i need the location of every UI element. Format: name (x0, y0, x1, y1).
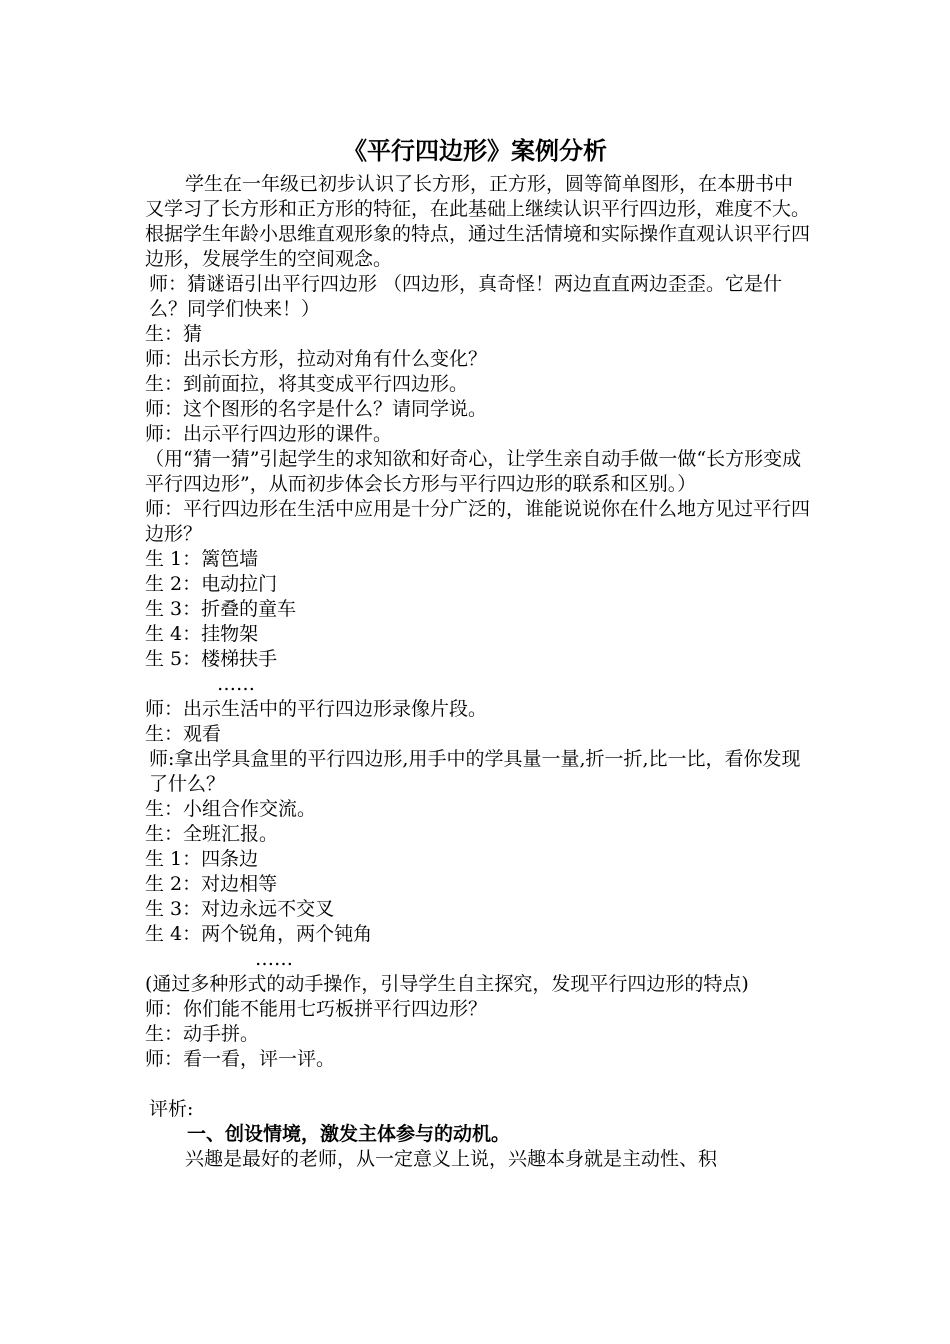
section-heading: 一、创设情境，激发主体参与的动机。 (187, 1123, 511, 1145)
document-title: 《平行四边形》案例分析 (343, 137, 607, 165)
dialogue-line: 师：出示长方形，拉动对角有什么变化？ (145, 348, 488, 370)
dialogue-line: 师：出示生活中的平行四边形录像片段。 (145, 698, 488, 720)
dialogue-line: 生：动手拼。 (145, 1023, 260, 1045)
ellipsis: …… (217, 673, 255, 695)
dialogue-line: 生：全班汇报。 (145, 823, 279, 845)
dialogue-line: 生 3：对边永远不交叉 (145, 898, 335, 920)
review-label: 评析: (149, 1098, 194, 1120)
spacer (145, 1072, 810, 1097)
document-body (145, 172, 810, 1172)
dialogue-line: 师:拿出学具盒里的平行四边形,用手中的学具量一量,折一折,比一比，看你发现了什么？ (149, 748, 801, 795)
section-paragraph: 兴趣是最好的老师，从一定意义上说，兴趣本身就是主动性、积 (185, 1148, 718, 1170)
dialogue-line: 生：小组合作交流。 (145, 798, 317, 820)
dialogue-line: 师：平行四边形在生活中应用是十分广泛的，谁能说说你在什么地方见过平行四边形？ (145, 498, 811, 545)
dialogue-line: 生：到前面拉，将其变成平行四边形。 (145, 373, 469, 395)
dialogue-line: 师：出示平行四边形的课件。 (145, 423, 393, 445)
dialogue-line: (通过多种形式的动手操作，引导学生自主探究，发现平行四边形的特点) (145, 973, 749, 995)
dialogue-line: 生 1：四条边 (145, 848, 259, 870)
dialogue-line: 师：猜谜语引出平行四边形 （四边形，真奇怪！两边直直两边歪歪。它是什么？同学们快来！） (149, 273, 783, 320)
dialogue-line: 生 1：篱笆墙 (145, 548, 259, 570)
dialogue-line: 生 4：挂物架 (145, 623, 259, 645)
dialogue-line: 师：这个图形的名字是什么？请同学说。 (145, 398, 488, 420)
dialogue-line: 生 3：折叠的童车 (145, 598, 297, 620)
ellipsis: …… (255, 948, 293, 970)
intro-paragraph: 学生在一年级已初步认识了长方形，正方形，圆等简单图形，在本册书中又学习了长方形和正方形的特征，在此基础上继续认识平行四边形，难度不大。根据学生年龄小思维直观形象的特点，通过生活情境和实际操作直观认识平行四边形，发展学生的空间观念。 (145, 173, 811, 270)
dialogue-line: 师：你们能不能用七巧板拼平行四边形？ (145, 998, 488, 1020)
dialogue-line: （用“猜一猜”引起学生的求知欲和好奇心，让学生亲自动手做一做“长方形变成平行四边形”，从而初步体会长方形与平行四边形的联系和区别。） (145, 448, 802, 495)
dialogue-line: 生 2：电动拉门 (145, 573, 278, 595)
dialogue-line: 生 5：楼梯扶手 (145, 648, 278, 670)
dialogue-line: 生 4：两个锐角，两个钝角 (145, 923, 373, 945)
dialogue-line: 生：猜 (145, 323, 203, 345)
dialogue-line: 生：观看 (145, 723, 222, 745)
dialogue-line: 生 2：对边相等 (145, 873, 278, 895)
dialogue-line: 师：看一看，评一评。 (145, 1048, 336, 1070)
